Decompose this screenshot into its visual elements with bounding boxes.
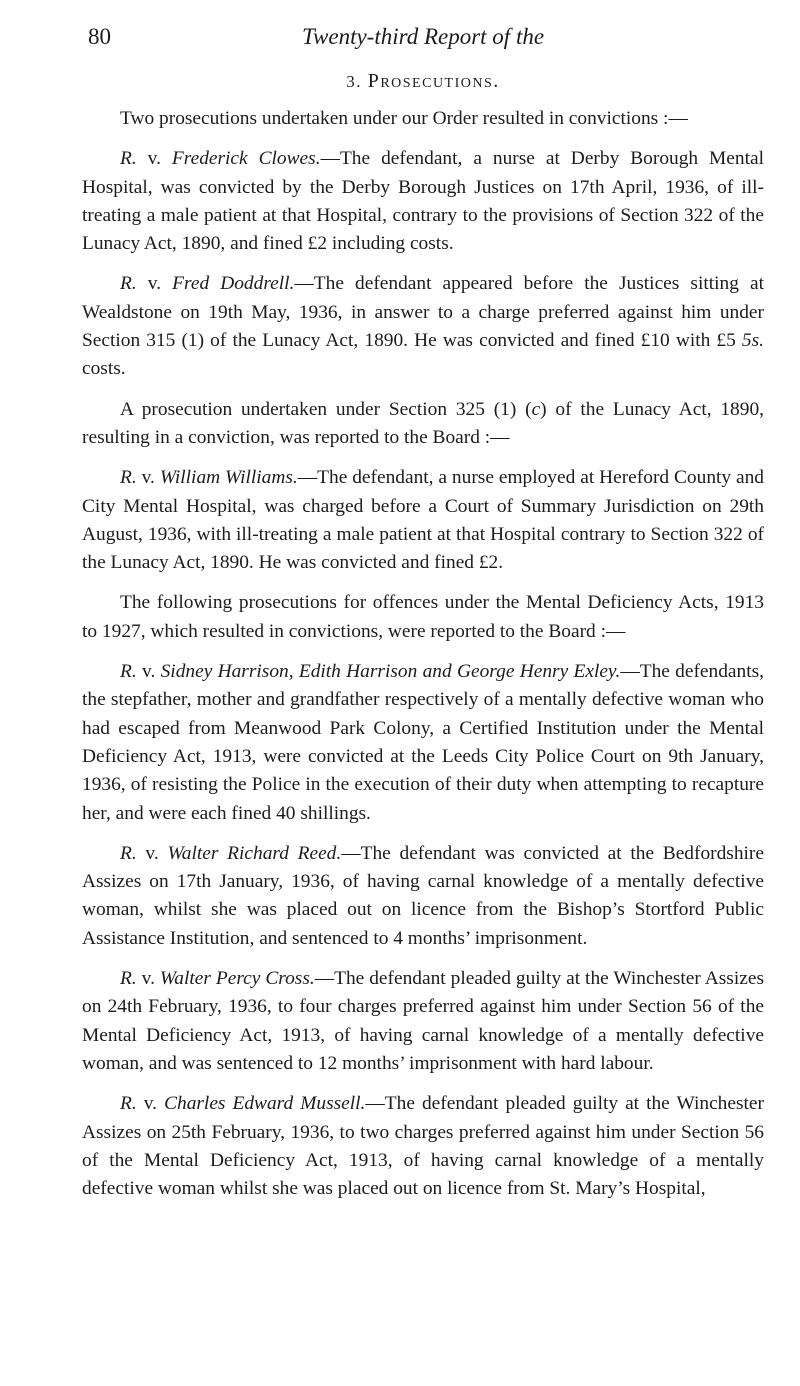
case-prefix: R. (120, 968, 137, 990)
case-v: v. (136, 273, 173, 295)
section-heading (82, 70, 764, 93)
paragraph-text: Two prosecutions undertaken under our Order resulted in convictions :— (120, 108, 688, 129)
paragraph-text: —The defendants, the stepfather, mother and grandfather respectively of a mentally defective woman who had escaped from Meanwood Park Colony, a Certified Institution under the Mental Deficiency Act, 1913, were convicted at the Leeds City Police Court on 9th January, 1936, of resisting the Police in the execution of their duty when attempting to recapture her, and were each fined 40 shillings. (82, 661, 765, 824)
paragraph-text: A prosecution undertaken under Section 325 (1) ( (120, 398, 532, 420)
case-prefix: R. (120, 273, 137, 295)
case-name: Sidney Harrison, Edith Harrison and George Henry Exley. (160, 661, 621, 683)
case-v: v. (136, 148, 172, 170)
case-harrison (82, 658, 764, 828)
shillings-amount: 5s. (741, 330, 764, 352)
case-cross (82, 965, 764, 1078)
running-title: Twenty-third Report of the (301, 24, 545, 49)
case-williams (82, 464, 764, 577)
mental-deficiency-intro-paragraph (82, 589, 764, 646)
paragraph-text: —The defendant, a nurse at Derby Borough Mental Hospital, was convicted by the Derby Borough Justices on 17th April, 1936, of ill-treating a male patient at that Hospital, contrary to the provisions of Section 322 of the Lunacy Act, 1890, and fined £2 including costs. (82, 148, 764, 255)
case-name: William Williams. (159, 467, 298, 489)
paragraph-text: —The defendant, a nurse employed at Hereford County and City Mental Hospital, was charged before a Court of Summary Jurisdiction on 29th August, 1936, with ill-treating a male patient at that Hospital contrary to Section 322 of the Lunacy Act, 1890. He was convicted and fined £2. (82, 467, 765, 574)
case-doddrell (82, 270, 764, 383)
paragraph-text: —The defendant pleaded guilty at the Winchester Assizes on 25th February, 1936, to two charges preferred against him under Section 56 of the Mental Deficiency Act, 1913, of having carnal knowledge of a mentally defective woman whilst she was placed out on licence from St. Mary’s Hospital, (82, 1093, 764, 1200)
paragraph-text-end: ) of the Lunacy Act, 1890, resulting in a conviction, was reported to the Board :— (82, 398, 764, 448)
case-v: v. (136, 467, 160, 489)
case-clowes (82, 145, 764, 258)
document-page (82, 22, 764, 1215)
running-header (82, 22, 764, 58)
case-reed (82, 840, 764, 953)
intro-paragraph (82, 105, 764, 133)
section-title: Prosecutions. (367, 70, 500, 92)
case-prefix: R. (120, 661, 137, 683)
case-name: Fred Doddrell. (172, 273, 295, 295)
case-name: Frederick Clowes. (171, 148, 321, 170)
case-v: v. (136, 1093, 165, 1115)
case-prefix: R. (120, 148, 137, 170)
case-prefix: R. (120, 1093, 137, 1115)
subsection-letter: c (531, 398, 541, 420)
paragraph-text-end: costs. (82, 358, 126, 380)
prosecution-section-325-paragraph (82, 396, 764, 453)
case-name: Walter Percy Cross. (159, 968, 315, 990)
case-prefix: R. (120, 467, 137, 489)
paragraph-text: —The defendant was convicted at the Bedfordshire Assizes on 17th January, 1936, of having carnal knowledge of a mentally defective woman, whilst she was placed out on licence from the Bishop’s Stortford Public Assistance Institution, and sentenced to 4 months’ imprisonment. (82, 842, 764, 949)
paragraph-text: —The defendant pleaded guilty at the Winchester Assizes on 24th February, 1936, to four charges preferred against him under Section 56 of the Mental Deficiency Act, 1913, of having carnal knowledge of a mentally defective woman, and was sentenced to 12 months’ imprisonment with hard labour. (82, 968, 765, 1074)
section-number: 3. (346, 72, 362, 91)
case-name: Walter Richard Reed. (167, 842, 342, 864)
case-name: Charles Edward Mussell. (164, 1093, 366, 1115)
case-v: v. (136, 661, 161, 683)
paragraph-text: —The defendant appeared before the Justices sitting at Wealdstone on 19th May, 1936, in answer to a charge preferred against him under Section 315 (1) of the Lunacy Act, 1890. He was convicted and fined £10 with £5 (82, 273, 764, 352)
paragraph-text: The following prosecutions for offences under the Mental Deficiency Acts, 1913 to 1927, which resulted in convictions, were reported to the Board :— (82, 592, 764, 642)
case-v: v. (136, 968, 160, 990)
case-prefix: R. (120, 842, 137, 864)
case-mussell (82, 1090, 764, 1203)
case-v: v. (136, 842, 168, 864)
page-number: 80 (88, 24, 111, 49)
